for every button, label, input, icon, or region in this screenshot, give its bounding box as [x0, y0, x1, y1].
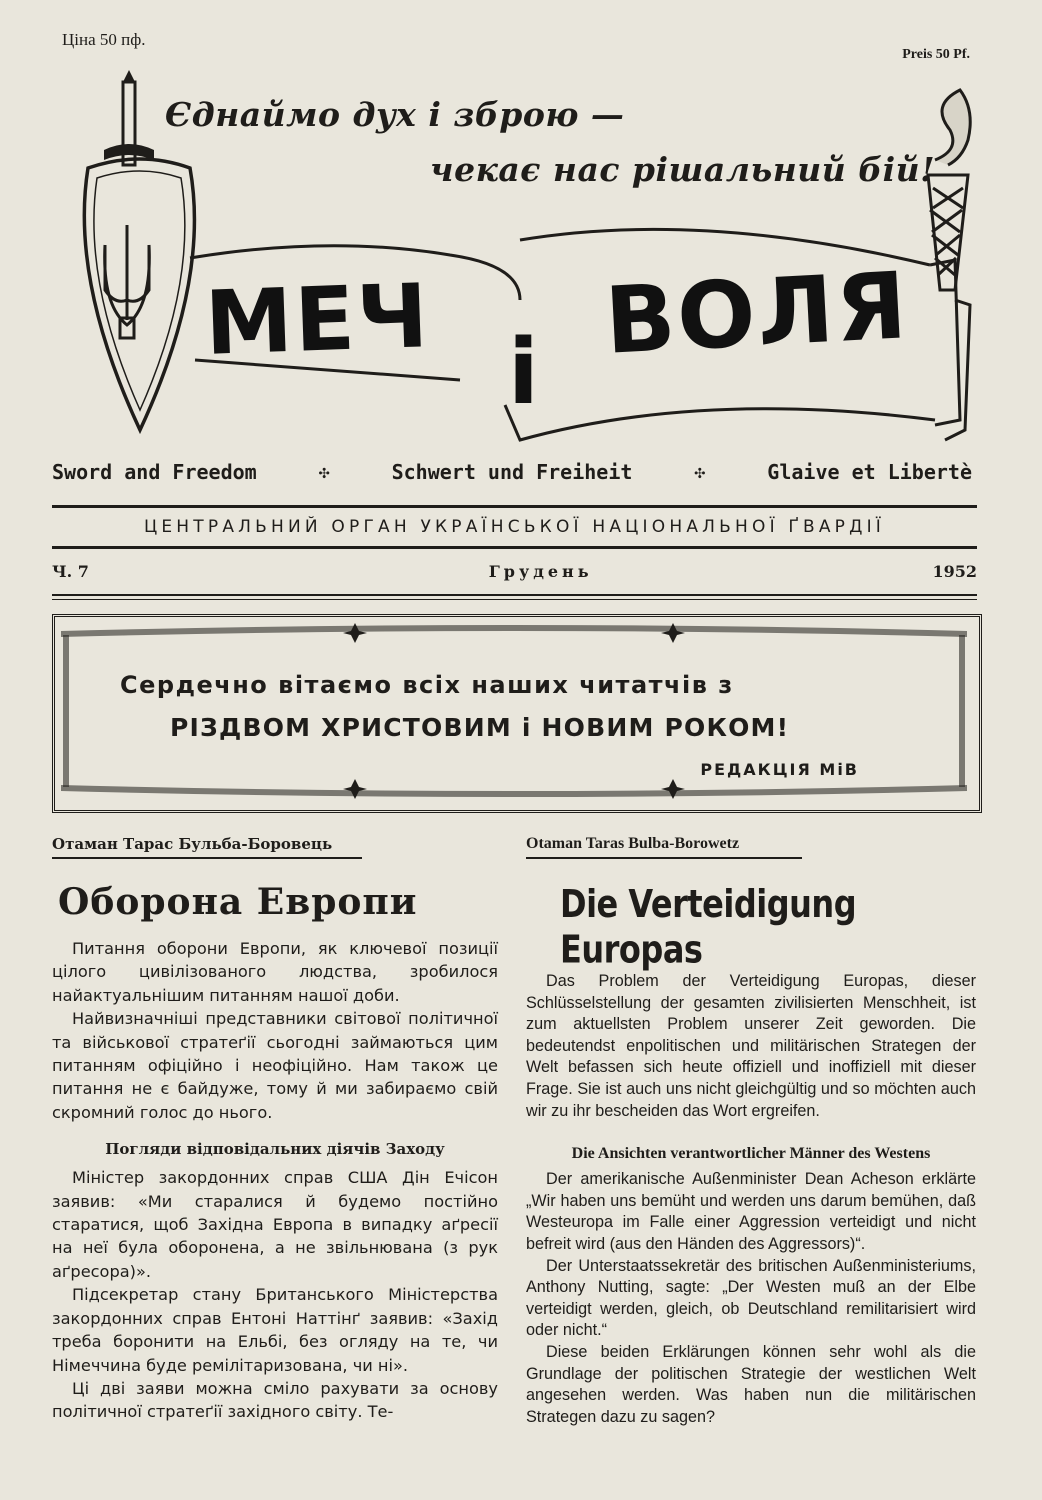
article-paragraph: Diese beiden Erklärungen können sehr wohl als die Grundlage der politischen Strategie der westlichen Welt angesehen werden. Was haben nun die militärischen Strategen dazu zu sagen?: [526, 1342, 976, 1426]
masthead-title-part-3: ВОЛЯ: [602, 252, 912, 375]
tagline-separator: ✣: [318, 461, 330, 483]
tagline-row: [52, 460, 972, 484]
greeting-box: [52, 614, 982, 813]
article-paragraph: Питання оборони Европи, як ключевої позиції цілого цивілізованого людства, зробилося найактуальнішим питанням нашої доби.: [52, 939, 498, 1005]
masthead-title-part-1: МЕЧ: [203, 264, 432, 375]
price-ukrainian: Ціна 50 пф.: [62, 30, 146, 49]
issue-month: Грудень: [488, 562, 593, 581]
tagline-german: Schwert und Freiheit: [391, 460, 633, 484]
article-subheading: Погляди відповідальних діячів Заходу: [105, 1140, 445, 1159]
tagline-english: Sword and Freedom: [52, 460, 257, 484]
slogan-line-1: Єднаймо дух і зброю —: [165, 95, 625, 134]
header-rule-top: [52, 505, 977, 508]
greeting-line-1: Сердечно вітаємо всіх наших читатчів з: [120, 671, 734, 699]
article-title: Die Verteidigung Europas: [560, 881, 857, 973]
header-rule-bottom-thin: [52, 599, 977, 600]
article-ukrainian: [52, 835, 498, 1424]
tagline-separator: ✣: [694, 461, 706, 483]
masthead-title-part-2: і: [508, 320, 539, 425]
trident-icon: [105, 225, 150, 338]
article-paragraph: Ці дві заяви можна сміло рахувати за основу політичної стратеґії західного світу. Те-: [52, 1378, 498, 1422]
slogan-line-2: чекає нас рішальний бій!: [430, 150, 936, 189]
issue-year: 1952: [932, 562, 977, 581]
issue-info-row: [52, 562, 977, 581]
sword-icon: [104, 70, 154, 165]
article-author: Отаман Тарас Бульба-Боровець: [52, 835, 362, 859]
article-subheading: Die Ansichten verantwortlicher Männer des Westens: [571, 1145, 931, 1163]
article-title: Оборона Европи: [58, 881, 418, 923]
greeting-signature: РЕДАКЦІЯ МіВ: [700, 760, 859, 779]
article-paragraph: Der amerikanische Außenminister Dean Acheson erklärte „Wir haben uns bemüht und werden uns darum bemühen, daß Westeuropa im Falle einer Aggression verteidigt und nicht befreit wird (aus den Händen des Aggressors)“.: [526, 1170, 976, 1253]
article-paragraph: Das Problem der Verteidigung Europas, dieser Schlüsselstellung der gesamten zivilisierten Menschheit, ist zum aktuellsten Problem unserer Zeit geworden. Die bedeutendst enpolitischen und militärischen Strategen der Welt befassen sich heute offiziell und inoffiziell mit dieser Frage. Sie ist auch uns nicht gleichgültig und so möchten auch wir zu ihr bescheiden das Wort ergreifen.: [526, 972, 976, 1120]
header-rule-middle: [52, 546, 977, 549]
price-german: Preis 50 Pf.: [902, 47, 970, 62]
issue-number: Ч. 7: [52, 562, 89, 581]
article-paragraph: Міністер закордонних справ США Дін Ечісон заявив: «Ми старалися й будемо постійно старатися, щоб Західна Европа в випадку аґресії на неї була оборонена, а не звільнювана (з рук аґресора)».: [52, 1168, 498, 1281]
article-paragraph: Найвизначніші представники світової політичної та військової стратеґії сьогодні займаються цим питанням офіційно і неофіційно. Нам також це питання не є байдуже, тому й ми забираємо свій скромний голос до нього.: [52, 1009, 498, 1122]
star-ornament-icon: [343, 623, 685, 799]
article-german: [526, 835, 976, 1428]
tagline-french: Glaive et Libertè: [767, 460, 972, 484]
organ-subtitle: ЦЕНТРАЛЬНИЙ ОРГАН УКРАЇНСЬКОЇ НАЦІОНАЛЬНОЇ ҐВАРДІЇ: [143, 517, 886, 537]
greeting-line-2: РІЗДВОМ ХРИСТОВИМ і НОВИМ РОКОМ!: [170, 713, 790, 742]
article-paragraph: Підсекретар стану Британського Міністерства закордонних справ Ентоні Наттінґ заявив: «Захід треба боронити на Ельбі, без огляду на те, чи Німеччина буде ремілітаризована, чи ні».: [52, 1285, 498, 1375]
shield-icon: [84, 159, 194, 430]
header-rule-bottom: [52, 594, 977, 596]
article-paragraph: Der Unterstaatssekretär des britischen Außenministeriums, Anthony Nutting, sagte: „Der Westen muß an der Elbe verteidigt werden, gleich, ob Deutschland remilitarisiert wird oder nicht.“: [526, 1256, 976, 1340]
article-author: Otaman Taras Bulba-Borowetz: [526, 835, 802, 859]
